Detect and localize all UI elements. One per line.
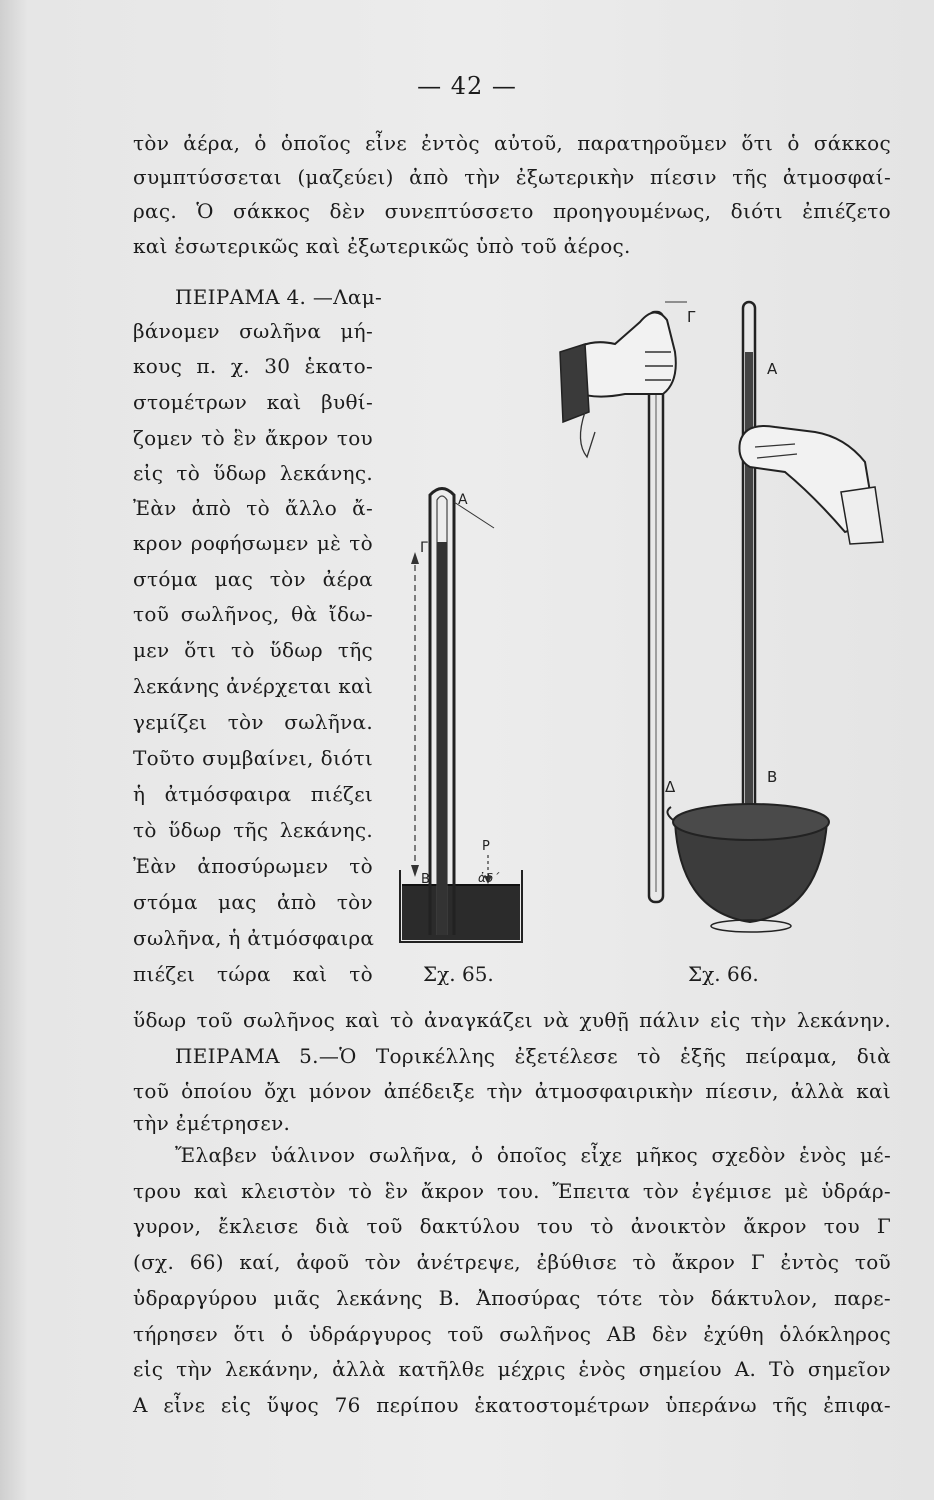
experiment-5-heading: ΠΕΙΡΑΜΑ 5.—Ὁ Τορικέλλης ἐξετέλεσε τὸ ἑξῆς πείραμα, διὰ bbox=[175, 1044, 891, 1068]
column-line: γεμίζει τὸν σωλῆνα. bbox=[133, 710, 373, 734]
column-line: εἰς τὸ ὕδωρ λεκάνης. bbox=[133, 461, 373, 485]
column-line: ἡ ἀτμόσφαιρα πιέζει bbox=[133, 782, 373, 806]
column-line: λεκάνης ἀνέρχεται καὶ bbox=[133, 674, 373, 698]
column-line: κους π. χ. 30 ἑκατο- bbox=[133, 354, 373, 378]
fig65-label-d: ἀδ΄ bbox=[478, 871, 500, 885]
column-line: Ἐὰν ἀπὸ τὸ ἄλλο ἄ- bbox=[133, 496, 373, 520]
intro-line: συμπτύσσεται (μαζεύει) ἀπὸ τὴν ἐξωτερικὴν πίεσιν τῆς ἀτμοσφαί- bbox=[133, 165, 891, 189]
column-line: ζομεν τὸ ἓν ἄκρον του bbox=[133, 426, 373, 450]
fig66-label-b: Β bbox=[767, 768, 778, 786]
column-line: βάνομεν σωλῆνα μή- bbox=[133, 319, 373, 343]
fig66-label-d: Δ bbox=[665, 778, 676, 796]
column-line: στομέτρων καὶ βυθί- bbox=[133, 390, 373, 414]
column-line: στόμα μας τὸν ἀέρα bbox=[133, 567, 373, 591]
column-line: μεν ὅτι τὸ ὕδωρ τῆς bbox=[133, 638, 373, 662]
figure-66-illustration bbox=[545, 282, 895, 952]
body-line: ὕδωρ τοῦ σωλῆνος καὶ τὸ ἀναγκάζει νὰ χυθῇ πάλιν εἰς τὴν λεκάνην. bbox=[133, 1008, 891, 1032]
fig66-label-g: Γ bbox=[687, 308, 696, 326]
fig66-label-a: Α bbox=[767, 360, 778, 378]
column-line: τοῦ σωλῆνος, θὰ ἴδω- bbox=[133, 602, 373, 626]
column-line: στόμα μας ἀπὸ τὸν bbox=[133, 890, 373, 914]
figure-65-illustration bbox=[390, 480, 540, 955]
intro-line: τὸν ἀέρα, ὁ ὁποῖος εἶνε ἐντὸς αὐτοῦ, παρατηροῦμεν ὅτι ὁ σάκκος bbox=[133, 131, 891, 155]
body-line: (σχ. 66) καί, ἀφοῦ τὸν ἀνέτρεψε, ἐβύθισε τὸ ἄκρον Γ ἐντὸς τοῦ bbox=[133, 1250, 891, 1274]
page-number: — 42 — bbox=[417, 72, 517, 100]
intro-line: ρας. Ὁ σάκκος δὲν συνεπτύσσετο προηγουμένως, διότι ἐπιέζετο bbox=[133, 199, 891, 223]
fig65-label-b: Β bbox=[421, 872, 430, 887]
body-line: τρου καὶ κλειστὸν τὸ ἓν ἄκρον του. Ἔπειτα τὸν ἐγέμισε μὲ ὑδράρ- bbox=[133, 1179, 891, 1203]
body-line: εἰς τὴν λεκάνην, ἀλλὰ κατῆλθε μέχρις ἑνὸς σημείου Α. Τὸ σημεῖον bbox=[133, 1357, 891, 1381]
column-line: πιέζει τώρα καὶ τὸ bbox=[133, 962, 373, 986]
body-line: Α εἶνε εἰς ὕψος 76 περίπου ἑκατοστομέτρων ὑπεράνω τῆς ἐπιφα- bbox=[133, 1393, 891, 1417]
fig65-label-g: Γ bbox=[420, 540, 428, 556]
intro-line: καὶ ἐσωτερικῶς καὶ ἐξωτερικῶς ὑπὸ τοῦ ἀέρος. bbox=[133, 234, 631, 258]
figure-66-caption: Σχ. 66. bbox=[688, 962, 759, 986]
column-line: κρον ροφήσωμεν μὲ τὸ bbox=[133, 531, 373, 555]
column-line: τὸ ὕδωρ τῆς λεκάνης. bbox=[133, 818, 373, 842]
body-line: τὴν ἐμέτρησεν. bbox=[133, 1111, 291, 1135]
figure-65-caption: Σχ. 65. bbox=[423, 962, 494, 986]
column-line: Τοῦτο συμβαίνει, διότι bbox=[133, 746, 373, 770]
body-line: ὑδραργύρου μιᾶς λεκάνης Β. Ἀποσύρας τότε τὸν δάκτυλον, παρε- bbox=[133, 1286, 891, 1310]
fig65-label-a: Α bbox=[458, 492, 468, 508]
column-line: Ἐὰν ἀποσύρωμεν τὸ bbox=[133, 854, 373, 878]
experiment-4-heading: ΠΕΙΡΑΜΑ 4. —Λαμ- bbox=[175, 285, 383, 309]
fig65-label-p: Ρ bbox=[482, 839, 490, 854]
body-line: τήρησεν ὅτι ὁ ὑδράργυρος τοῦ σωλῆνος ΑΒ δὲν ἐχύθη ὁλόκληρος bbox=[133, 1322, 891, 1346]
body-line: γυρον, ἔκλεισε διὰ τοῦ δακτύλου του τὸ ἀνοικτὸν ἄκρον του Γ bbox=[133, 1214, 891, 1238]
body-line: Ἔλαβεν ὑάλινον σωλῆνα, ὁ ὁποῖος εἶχε μῆκος σχεδὸν ἑνὸς μέ- bbox=[175, 1143, 891, 1167]
body-line: τοῦ ὁποίου ὄχι μόνον ἀπέδειξε τὴν ἀτμοσφαιρικὴν πίεσιν, ἀλλὰ καὶ bbox=[133, 1079, 891, 1103]
column-line: σωλῆνα, ἡ ἀτμόσφαιρα bbox=[133, 926, 375, 950]
